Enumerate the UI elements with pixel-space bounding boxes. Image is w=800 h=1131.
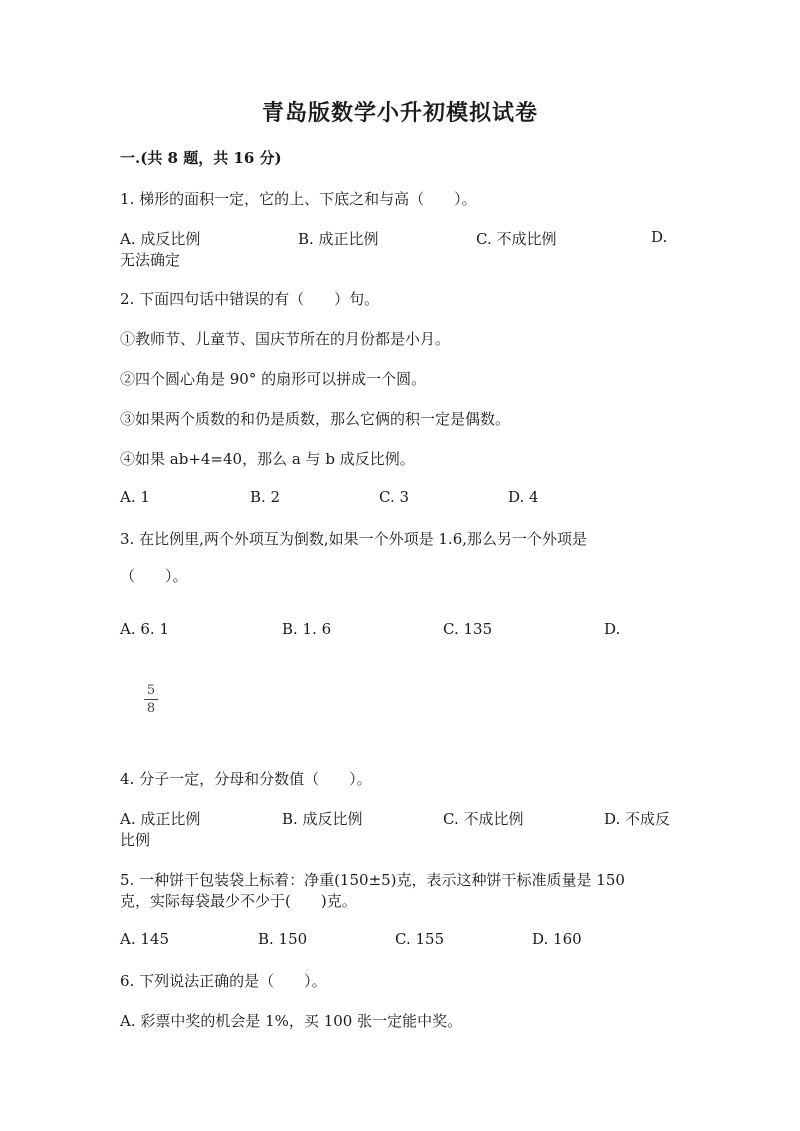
question-4-option-d-text: 比例: [120, 831, 151, 849]
question-3-option-a: A. 6. 1: [120, 620, 169, 638]
section-header: 一.(共 8 题，共 16 分): [120, 149, 282, 167]
question-2-statement-3: ③如果两个质数的和仍是质数，那么它俩的积一定是偶数。: [120, 410, 511, 428]
question-1-stem: 1. 梯形的面积一定，它的上、下底之和与高（ ）。: [120, 190, 477, 208]
question-1-option-a: A. 成反比例: [120, 230, 201, 248]
question-4-option-d: D. 不成反: [604, 810, 671, 828]
question-4-stem: 4. 分子一定，分母和分数值（ ）。: [120, 770, 372, 788]
fraction-numerator: 5: [146, 683, 156, 698]
question-4-option-c: C. 不成比例: [443, 810, 524, 828]
question-5-stem: 5. 一种饼干包装袋上标着：净重(150±5)克，表示这种饼干标准质量是 150: [120, 871, 625, 889]
question-2-option-a: A. 1: [120, 488, 150, 506]
question-3-option-b: B. 1. 6: [282, 620, 332, 638]
question-2-statement-1: ①教师节、儿童节、国庆节所在的月份都是小月。: [120, 330, 451, 348]
question-2-option-d: D. 4: [508, 488, 539, 506]
question-5-option-c: C. 155: [395, 930, 445, 948]
question-5-option-b: B. 150: [258, 930, 308, 948]
question-1-option-b: B. 成正比例: [298, 230, 379, 248]
question-5-stem-cont: 克，实际每袋最少不少于( )克。: [120, 892, 357, 910]
question-5-option-a: A. 145: [120, 930, 169, 948]
question-2-stem: 2. 下面四句话中错误的有（ ）句。: [120, 290, 380, 308]
page-title: 青岛版数学小升初模拟试卷: [261, 100, 538, 126]
question-3-option-d: D.: [604, 620, 621, 638]
fraction-denominator: 8: [146, 701, 156, 716]
question-1-option-d: D.: [651, 228, 668, 246]
question-4-option-a: A. 成正比例: [120, 810, 201, 828]
question-3-stem: 3. 在比例里,两个外项互为倒数,如果一个外项是 1.6,那么另一个外项是: [120, 530, 588, 548]
question-3-option-d-fraction: [144, 684, 158, 715]
question-2-option-c: C. 3: [379, 488, 410, 506]
question-6-stem: 6. 下列说法正确的是（ ）。: [120, 972, 327, 990]
fraction-bar: [144, 699, 158, 700]
question-1-option-d-text: 无法确定: [120, 251, 181, 269]
question-2-statement-2: ②四个圆心角是 90° 的扇形可以拼成一个圆。: [120, 370, 427, 388]
question-5-option-d: D. 160: [532, 930, 582, 948]
question-3-option-c: C. 135: [443, 620, 493, 638]
question-6-option-a: A. 彩票中奖的机会是 1%，买 100 张一定能中奖。: [120, 1012, 463, 1030]
question-1-option-c: C. 不成比例: [476, 230, 557, 248]
question-3-stem-cont: （ ）。: [120, 567, 188, 585]
question-2-option-b: B. 2: [250, 488, 281, 506]
question-2-statement-4: ④如果 ab+4=40，那么 a 与 b 成反比例。: [120, 450, 415, 468]
question-4-option-b: B. 成反比例: [282, 810, 363, 828]
